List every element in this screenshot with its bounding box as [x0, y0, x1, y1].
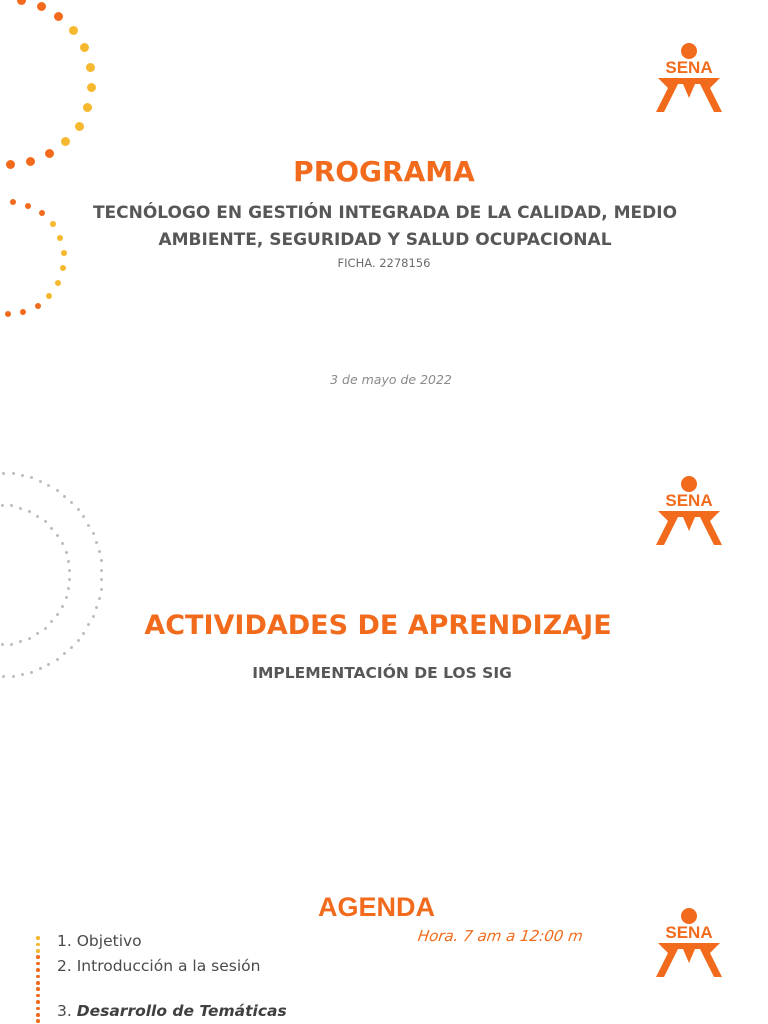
- decoration-dot: [61, 137, 70, 146]
- decoration-dot: [10, 199, 16, 205]
- decoration-dot: [67, 587, 70, 590]
- item-text: Introducción a la sesión: [76, 957, 261, 975]
- sena-logo: [652, 40, 730, 118]
- program-name-line2: AMBIENTE, SEGURIDAD Y SALUD OCUPACIONAL: [158, 230, 612, 250]
- decoration-dot: [56, 534, 59, 537]
- decoration-dot: [36, 994, 40, 998]
- agenda-time: Hora. 7 am a 12:00 m: [416, 927, 585, 945]
- decoration-dot: [2, 472, 5, 475]
- decoration-dot: [100, 559, 103, 562]
- decoration-dot: [36, 943, 40, 947]
- decoration-dot: [100, 588, 103, 591]
- decoration-dot: [100, 578, 103, 581]
- decoration-dot: [87, 83, 96, 92]
- item-number: 3.: [57, 1002, 72, 1020]
- decoration-dot: [20, 309, 26, 315]
- decoration-dot: [36, 949, 40, 953]
- decoration-dot: [54, 12, 63, 21]
- agenda-list: [57, 932, 287, 1024]
- program-name: [60, 200, 710, 254]
- decoration-dot: [65, 551, 68, 554]
- decoration-dot: [50, 221, 56, 227]
- slide-programa: [0, 0, 768, 430]
- decoration-dot: [92, 532, 95, 535]
- decoration-dot: [5, 311, 11, 317]
- decoration-dot: [36, 962, 40, 966]
- list-item: [57, 1002, 287, 1024]
- decoration-dot: [70, 646, 73, 649]
- decoration-dot: [46, 293, 52, 299]
- svg-text:SENA: SENA: [665, 923, 713, 942]
- slide-actividades: [0, 430, 768, 860]
- decoration-dot: [36, 981, 40, 985]
- decoration-dot: [63, 652, 66, 655]
- decoration-dot: [36, 975, 40, 979]
- decoration-dot: [69, 26, 78, 35]
- page-title: PROGRAMA: [293, 155, 475, 188]
- decoration-dot: [98, 550, 101, 553]
- decoration-dot: [68, 578, 71, 581]
- decoration-dot: [44, 520, 47, 523]
- sena-logo: [652, 905, 730, 983]
- decoration-dot: [55, 280, 61, 286]
- program-name-line1: TECNÓLOGO EN GESTIÓN INTEGRADA DE LA CALIDAD, MEDIO: [92, 203, 678, 223]
- decoration-dot: [12, 472, 15, 475]
- item-number: 1.: [57, 932, 72, 950]
- decoration-dot: [21, 474, 24, 477]
- decoration-dot: [56, 658, 59, 661]
- decoration-dot: [39, 480, 42, 483]
- agenda-title: AGENDA: [318, 892, 436, 922]
- decoration-dot: [50, 527, 53, 530]
- decoration-dot: [61, 605, 64, 608]
- decoration-dot: [37, 2, 46, 11]
- decoration-dot: [98, 597, 101, 600]
- decoration-dot: [61, 542, 64, 545]
- decoration-dot: [68, 569, 71, 572]
- decoration-dot: [39, 210, 45, 216]
- slide-agenda: [0, 860, 768, 1024]
- decoration-dot: [75, 122, 84, 131]
- decoration-dot: [36, 1013, 40, 1017]
- decoration-dot: [36, 1007, 40, 1011]
- decoration-dot: [36, 936, 40, 940]
- decoration-dot: [36, 1019, 40, 1023]
- decoration-dot: [67, 560, 70, 563]
- decoration-dot: [83, 103, 92, 112]
- decoration-dot: [19, 507, 22, 510]
- decoration-dot: [95, 541, 98, 544]
- decoration-dot: [10, 643, 13, 646]
- decoration-dot: [28, 510, 31, 513]
- item-text: Objetivo: [76, 932, 142, 950]
- svg-text:SENA: SENA: [665, 58, 713, 77]
- decoration-dot: [36, 987, 40, 991]
- list-item: [57, 957, 287, 982]
- decoration-dot: [56, 489, 59, 492]
- decoration-dot: [87, 524, 90, 527]
- decoration-dot: [1, 504, 4, 507]
- list-item: [57, 932, 287, 957]
- decoration-dot: [63, 495, 66, 498]
- decoration-dot: [36, 968, 40, 972]
- decoration-dot: [35, 303, 41, 309]
- decoration-dot: [1, 643, 4, 646]
- decoration-dot: [65, 596, 68, 599]
- decoration-dot: [17, 0, 26, 5]
- decoration-dot: [47, 484, 50, 487]
- decoration-dot: [86, 63, 95, 72]
- svg-text:SENA: SENA: [665, 491, 713, 510]
- decoration-dot: [80, 43, 89, 52]
- decoration-dot: [36, 1000, 40, 1004]
- decoration-dot: [82, 515, 85, 518]
- decoration-dot: [10, 504, 13, 507]
- decoration-dot: [36, 955, 40, 959]
- decoration-dot: [36, 515, 39, 518]
- date-text: 3 de mayo de 2022: [330, 372, 452, 387]
- decoration-dot: [95, 606, 98, 609]
- item-number: 2.: [57, 957, 72, 975]
- section-title: ACTIVIDADES DE APRENDIZAJE: [144, 610, 612, 641]
- decoration-dot: [100, 569, 103, 572]
- decoration-dot: [70, 501, 73, 504]
- sena-logo: [652, 473, 730, 551]
- decoration-dot: [30, 476, 33, 479]
- ficha-number: FICHA. 2278156: [337, 256, 431, 270]
- section-subtitle: IMPLEMENTACIÓN DE LOS SIG: [252, 664, 512, 682]
- decoration-dot: [77, 508, 80, 511]
- decoration-dot: [25, 203, 31, 209]
- item-text: Desarrollo de Temáticas: [76, 1002, 287, 1020]
